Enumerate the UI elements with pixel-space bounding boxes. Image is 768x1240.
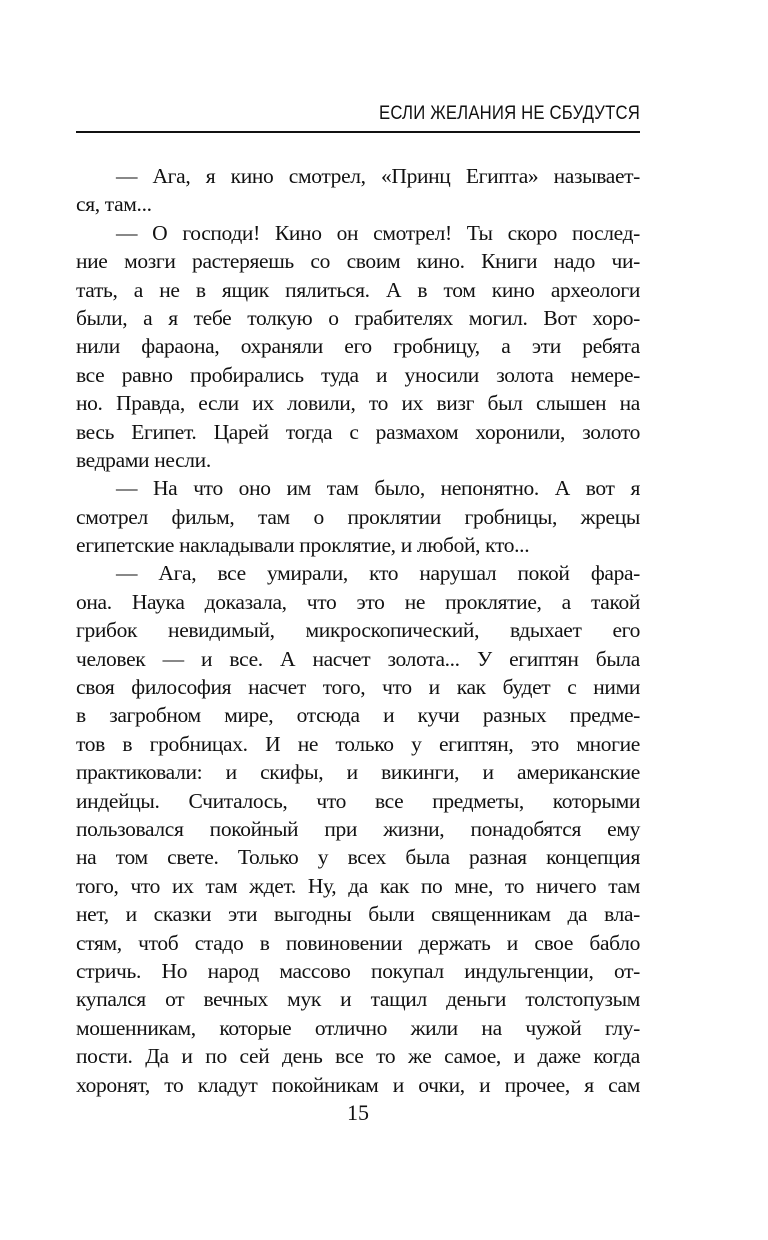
text-line: мошенникам, которые отлично жили на чужой глу- bbox=[76, 1015, 640, 1040]
text-line: были, а я тебе толкую о грабителях могил. Вот хоро- bbox=[76, 305, 640, 330]
text-line: — Ага, я кино смотрел, «Принц Египта» называет- bbox=[116, 164, 640, 188]
text-line: ведрами несли. bbox=[76, 447, 211, 472]
text-line: все равно пробирались туда и уносили золота немере- bbox=[76, 362, 640, 387]
text-line: весь Египет. Царей тогда с размахом хоронили, золото bbox=[76, 419, 640, 444]
text-line: практиковали: и скифы, и викинги, и американские bbox=[76, 760, 640, 785]
text-line: стям, чтоб стадо в повиновении держать и свое бабло bbox=[76, 930, 640, 955]
text-line: смотрел фильм, там о проклятии гробницы, жрецы bbox=[76, 504, 640, 529]
text-line: своя философия насчет того, что и как будет с ними bbox=[76, 675, 640, 700]
text-line: — На что оно им там было, непонятно. А вот я bbox=[116, 476, 640, 501]
text-line: но. Правда, если их ловили, то их визг был слышен на bbox=[76, 391, 640, 416]
header-rule bbox=[76, 131, 640, 133]
text-line: тать, а не в ящик пялиться. А в том кино археологи bbox=[76, 277, 640, 302]
text-line: тов в гробницах. И не только у египтян, это многие bbox=[76, 731, 640, 756]
text-line: египетские накладывали проклятие, и любой, кто... bbox=[76, 533, 530, 558]
text-line: ние мозги растеряешь со своим кино. Книги надо чи- bbox=[76, 249, 640, 274]
text-line: грибок невидимый, микроскопический, вдыхает его bbox=[76, 618, 640, 643]
text-line: ся, там... bbox=[76, 192, 152, 217]
text-line: хоронят, то кладут покойникам и очки, и прочее, я сам bbox=[76, 1072, 640, 1097]
text-line: на том свете. Только у всех была разная концепция bbox=[76, 845, 640, 870]
text-line: — О господи! Кино он смотрел! Ты скоро послед- bbox=[116, 220, 640, 245]
text-line: нили фараона, охраняли его гробницу, а эти ребята bbox=[76, 334, 640, 359]
text-line: купался от вечных мук и тащил деньги толстопузым bbox=[76, 987, 640, 1012]
body-text bbox=[76, 162, 640, 1099]
text-line: она. Наука доказала, что это не проклятие, а такой bbox=[76, 589, 640, 614]
text-line: того, что их там ждет. Ну, да как по мне, то ничего там bbox=[76, 873, 640, 898]
text-line: пости. Да и по сей день все то же самое, и даже когда bbox=[76, 1044, 640, 1069]
text-line: в загробном мире, отсюда и кучи разных предме- bbox=[76, 703, 640, 728]
text-line: стричь. Но народ массово покупал индульгенции, от- bbox=[76, 958, 640, 983]
page-number: 15 bbox=[347, 1100, 369, 1125]
text-line: нет, и сказки эти выгодны были священникам да вла- bbox=[76, 902, 640, 927]
text-line: пользовался покойный при жизни, понадобятся ему bbox=[76, 816, 640, 841]
text-line: — Ага, все умирали, кто нарушал покой фара- bbox=[116, 561, 640, 586]
running-head: ЕСЛИ ЖЕЛАНИЯ НЕ СБУДУТСЯ bbox=[379, 103, 640, 124]
text-line: человек — и все. А насчет золота... У египтян была bbox=[76, 646, 640, 671]
text-line: индейцы. Считалось, что все предметы, которыми bbox=[76, 788, 640, 813]
